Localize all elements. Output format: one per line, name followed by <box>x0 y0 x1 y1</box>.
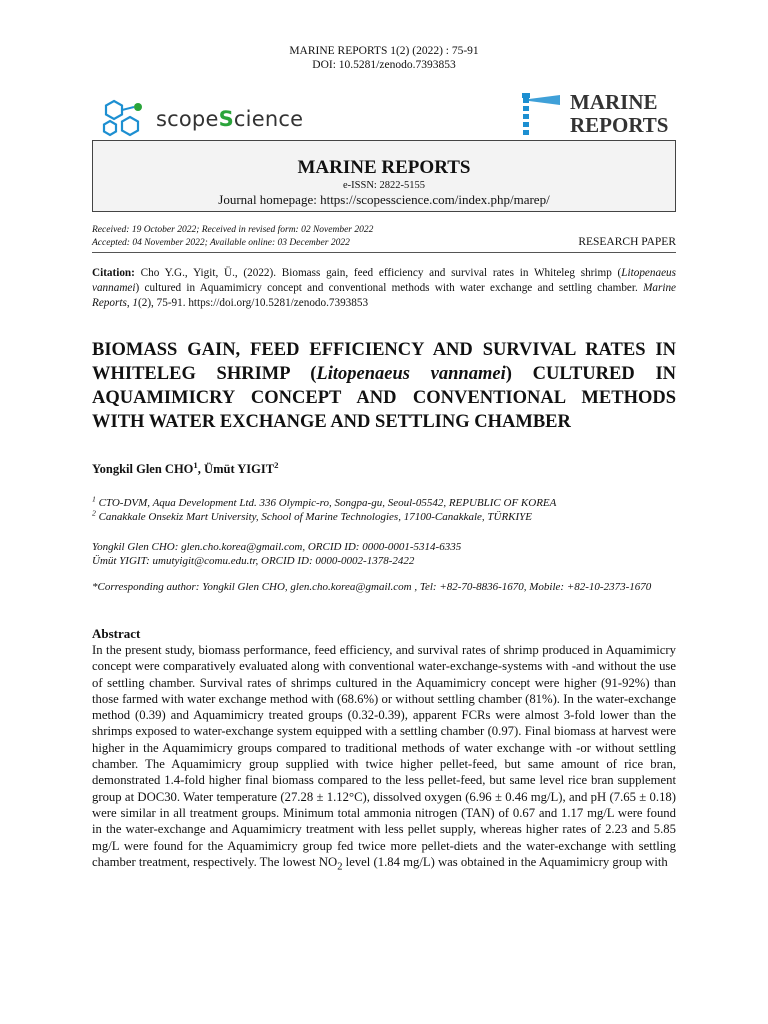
journal-info-box <box>92 140 676 212</box>
citation-journal: Marine Reports <box>92 282 676 309</box>
no2-subscript: 2 <box>337 861 343 873</box>
journal-wordmark <box>570 91 668 137</box>
abstract-heading: Abstract <box>92 626 141 641</box>
lighthouse-icon <box>518 91 562 137</box>
received-dates: Received: 19 October 2022; Received in revised form: 02 November 2022 <box>92 225 374 235</box>
author-2: Ümüt YIGIT <box>204 462 275 476</box>
author-2-affil: 2 <box>274 459 279 470</box>
affiliation-2 <box>92 510 676 524</box>
citation-text-3: , <box>126 297 133 309</box>
journal-wordmark-line1: MARINE <box>570 90 658 114</box>
citation-species: Litopenaeus vannamei <box>92 267 676 294</box>
title-species: Litopenaeus vannamei <box>316 364 506 384</box>
citation-text-4[interactable]: (2), 75-91. https://doi.org/10.5281/zenodo.7393853 <box>138 297 369 309</box>
affiliation-1-number: 1 <box>92 494 96 504</box>
journal-eissn: e-ISSN: 2822-5155 <box>343 180 425 191</box>
scopescience-logo <box>100 96 303 142</box>
journal-ref-line: MARINE REPORTS 1(2) (2022) : 75-91 <box>289 45 479 57</box>
affiliation-1 <box>92 496 676 510</box>
journal-wordmark-line2: REPORTS <box>570 113 669 137</box>
citation-block <box>92 266 676 311</box>
accepted-dates: Accepted: 04 November 2022; Available online: 03 December 2022 <box>92 238 350 248</box>
paper-title <box>92 338 676 434</box>
citation-text-1: Cho Y.G., Yigit, Ü., (2022). Biomass gain, feed efficiency and survival rates in Whiteleg shrimp ( <box>134 267 622 279</box>
affiliation-2-text: Canakkale Onsekiz Mart University, School of Marine Technologies, 17100-Canakkale, TÜRKIYE <box>95 511 533 523</box>
abstract-text-2: level (1.84 mg/L) was obtained in the Aquamimicry group with <box>342 854 668 869</box>
abstract-body <box>92 642 676 876</box>
paper-type-label: RESEARCH PAPER <box>578 236 676 248</box>
author-contacts <box>92 540 676 568</box>
title-text-2: ) CULTURED IN AQUAMIMICRY CONCEPT AND CONVENTIONAL METHODS WITH WATER EXCHANGE AND SETTLING CHAMBER <box>92 364 677 432</box>
title-text-1: BIOMASS GAIN, FEED EFFICIENCY AND SURVIVAL RATES IN WHITELEG SHRIMP ( <box>92 340 676 384</box>
citation-text-2: ) cultured in Aquamimicry concept and conventional methods with water exchange and settling chamber. <box>135 282 644 294</box>
article-dates <box>92 224 676 253</box>
author-separator: , <box>197 462 205 476</box>
molecule-hex-icon <box>100 97 148 141</box>
affiliation-2-number: 2 <box>92 508 96 518</box>
contact-author-2: Ümüt YIGIT: umutyigit@comu.edu.tr, ORCID ID: 0000-0002-1378-2422 <box>92 555 415 567</box>
author-list <box>92 459 279 477</box>
contact-author-1: Yongkil Glen CHO: glen.cho.korea@gmail.com, ORCID ID: 0000-0001-5314-6335 <box>92 541 462 553</box>
publisher-wordmark: scopeScience <box>156 107 304 131</box>
corresponding-author: *Corresponding author: Yongkil Glen CHO, glen.cho.korea@gmail.com , Tel: +82-70-8836-1670, Mobile: +82-10-2373-1670 <box>92 581 652 593</box>
doi-line: DOI: 10.5281/zenodo.7393853 <box>312 59 456 71</box>
author-1-affil: 1 <box>193 459 198 470</box>
abstract-text-1: In the present study, biomass performance, feed efficiency, and survival rates of shrimp produced in Aquamimicry concept were comparatively evaluated along with conventional water-exchange-systems with -and without the use of settling chamber. Survival rates of shrimps cultured in the Aquamimicry concept were higher (91-92%) than those farmed with water exchange method with (68.6%) or without settling chamber (81%). In the water-exchange method (0.39) and Aquamimicry treated groups (0.32-0.39), apparent FCRs were almost 3-fold lower than the shrimps exposed to water-exchange system equipped with a settling chamber (0.97). Final biomass at harvest were higher in the Aquamimicry groups compared to traditional methods of water exchange with -or without settling chamber. The Aquamimicry group supplied with twice higher pellet-feed, but same amount of rice bran, demonstrated 1.4-fold higher final biomass compared to the less pellet-feed, but same level rice bran supplement group at DOC30. Water temperature (27.28 ± 1.12°C), dissolved oxygen (6.96 ± 0.46 mg/L), and pH (7.65 ± 0.18) were similar in all treatment groups. Minimum total ammonia nitrogen (TAN) of 0.67 and 1.17 mg/L were found in the water-exchange and Aquamimicry treatment with less pellet supply, whereas higher rates of 2.23 and 5.85 mg/L were found for the Aquamimicry group fed twice more pellet-diets and the water-exchange with settling chamber treatment, respectively. The lowest NO <box>92 643 676 869</box>
affiliation-1-text: CTO-DVM, Aqua Development Ltd. 336 Olympic-ro, Songpa-gu, Seoul-05542, REPUBLIC OF KOREA <box>95 497 557 509</box>
affiliations <box>92 496 676 524</box>
journal-homepage-link[interactable]: Journal homepage: https://scopesscience.com/index.php/marep/ <box>218 192 550 207</box>
citation-label: Citation: <box>92 267 135 279</box>
marine-reports-logo <box>518 90 668 138</box>
citation-volume: 1 <box>132 297 138 309</box>
author-1: Yongkil Glen CHO <box>92 462 194 476</box>
journal-reference-header <box>0 44 768 72</box>
journal-title: MARINE REPORTS <box>297 157 471 178</box>
